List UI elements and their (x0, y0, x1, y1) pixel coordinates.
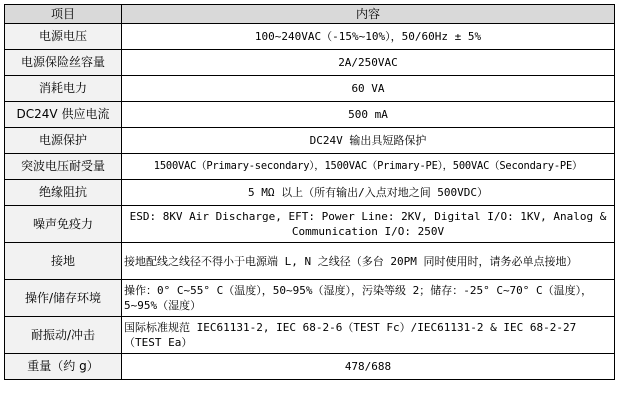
table-header-row (5, 5, 615, 24)
row-label: 接地 (5, 243, 122, 280)
row-value: ESD: 8KV Air Discharge, EFT: Power Line: 2KV, Digital I/O: 1KV, Analog & Communication I/O: 250V (122, 206, 615, 243)
row-label: 电源保险丝容量 (5, 50, 122, 76)
row-value: 500 mA (122, 102, 615, 128)
table-row (5, 180, 615, 206)
header-content: 内容 (122, 5, 615, 24)
table-row (5, 76, 615, 102)
row-label: DC24V 供应电流 (5, 102, 122, 128)
row-label: 突波电压耐受量 (5, 154, 122, 180)
table-row (5, 128, 615, 154)
row-value: 5 MΩ 以上（所有输出/入点对地之间 500VDC） (122, 180, 615, 206)
row-value: 操作：0° C~55° C（温度），50~95%（湿度），污染等级 2；储存：-25° C~70° C（温度），5~95%（湿度） (122, 280, 615, 317)
table-row (5, 24, 615, 50)
row-value: 478/688 (122, 354, 615, 380)
row-label: 绝缘阻抗 (5, 180, 122, 206)
table-row (5, 206, 615, 243)
row-value: 2A/250VAC (122, 50, 615, 76)
row-value: 接地配线之线径不得小于电源端 L, N 之线径（多台 20PM 同时使用时，请务必单点接地） (122, 243, 615, 280)
row-value: 100~240VAC（-15%~10%），50/60Hz ± 5% (122, 24, 615, 50)
table-row (5, 102, 615, 128)
row-value: 1500VAC（Primary-secondary），1500VAC（Primary-PE），500VAC（Secondary-PE） (122, 154, 615, 180)
header-item: 项目 (5, 5, 122, 24)
table-row (5, 243, 615, 280)
row-label: 重量（约 g） (5, 354, 122, 380)
table-row (5, 354, 615, 380)
specification-table (4, 4, 615, 380)
row-value: DC24V 输出具短路保护 (122, 128, 615, 154)
row-label: 电源保护 (5, 128, 122, 154)
row-label: 操作/储存环境 (5, 280, 122, 317)
row-value: 国际标准规范 IEC61131-2, IEC 68-2-6（TEST Fc）/IEC61131-2 & IEC 68-2-27（TEST Ea） (122, 317, 615, 354)
row-value: 60 VA (122, 76, 615, 102)
table-row (5, 154, 615, 180)
table-row (5, 317, 615, 354)
row-label: 消耗电力 (5, 76, 122, 102)
row-label: 耐振动/冲击 (5, 317, 122, 354)
row-label: 噪声免疫力 (5, 206, 122, 243)
table-row (5, 50, 615, 76)
table-row (5, 280, 615, 317)
row-label: 电源电压 (5, 24, 122, 50)
